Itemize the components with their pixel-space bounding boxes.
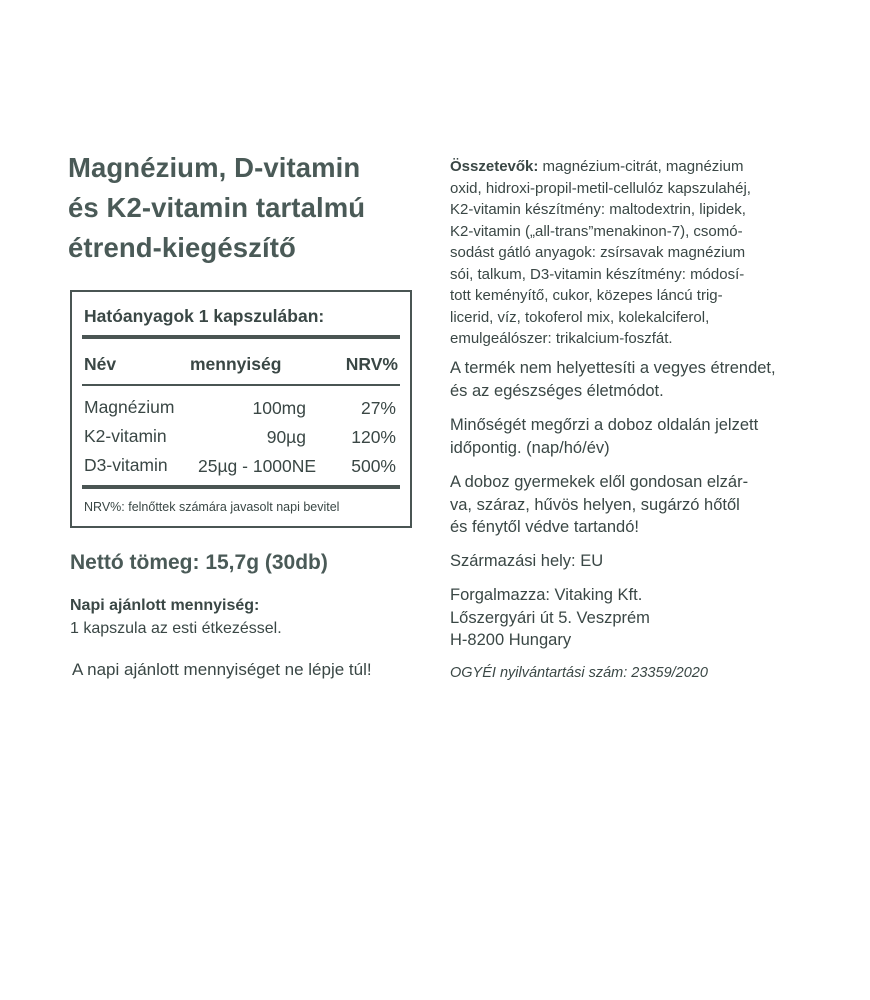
ingredients-line-5: sodást gátló anyagok: zsírsavak magnézium xyxy=(450,244,746,261)
table-divider-header xyxy=(82,384,400,386)
header-amount: mennyiség xyxy=(190,354,282,374)
ingredients-label: Összetevők: xyxy=(450,158,539,175)
active-ingredients-table xyxy=(70,290,412,528)
header-name: Név xyxy=(84,354,117,374)
distributor-line-1: Forgalmazza: Vitaking Kft. xyxy=(450,586,643,604)
row-amount-k2: 90µg xyxy=(266,427,306,447)
row-name-magnesium: Magnézium xyxy=(84,397,175,417)
product-title-line-3: étrend-kiegészítő xyxy=(68,232,296,263)
ingredients-line-3: K2-vitamin készítmény: maltodextrin, lipidek, xyxy=(450,201,746,218)
dose-warning: A napi ajánlott mennyiséget ne lépje túl! xyxy=(72,660,372,679)
product-title-line-1: Magnézium, D-vitamin xyxy=(68,152,361,183)
storage-line-3: és fénytől védve tartandó! xyxy=(450,518,639,536)
storage-line-1: A doboz gyermekek elől gondosan elzár- xyxy=(450,473,749,491)
storage-line-2: va, száraz, hűvös helyen, sugárzó hőtől xyxy=(450,495,740,514)
origin: Származási hely: EU xyxy=(450,552,604,570)
best-before xyxy=(450,414,800,459)
ingredients-line-2: oxid, hidroxi-propil-metil-cellulóz kapszulahéj, xyxy=(450,179,751,197)
ingredients-line-4: K2-vitamin („all-trans”menakinon-7), csomó- xyxy=(450,222,743,240)
ingredients-line-8: licerid, víz, tokoferol mix, kolekalciferol, xyxy=(450,308,710,326)
registration-number: OGYÉI nyilvántartási szám: 23359/2020 xyxy=(450,665,708,681)
daily-dose-value: 1 kapszula az esti étkezéssel. xyxy=(70,620,282,637)
ingredients-line-9: emulgeálószer: trikalcium-foszfát. xyxy=(450,330,673,347)
best-before-line-2: időpontig. (nap/hó/év) xyxy=(450,438,610,457)
product-title xyxy=(68,148,418,268)
ingredients-line-6: sói, talkum, D3-vitamin készítmény: módosí- xyxy=(450,265,745,283)
row-amount-d3: 25µg - 1000NE xyxy=(198,456,317,476)
distributor-line-3: H-8200 Hungary xyxy=(450,631,572,649)
storage-instructions xyxy=(450,471,800,539)
distributor-line-2: Lőszergyári út 5. Veszprém xyxy=(450,608,650,627)
row-nrv-d3: 500% xyxy=(351,456,396,476)
daily-dose-label: Napi ajánlott mennyiség: xyxy=(70,597,260,614)
product-title-line-2: és K2-vitamin tartalmú xyxy=(68,192,366,223)
ingredients-line-1: Összetevők: magnézium-citrát, magnézium xyxy=(450,158,744,175)
best-before-line-1: Minőségét megőrzi a doboz oldalán jelzett xyxy=(450,416,759,434)
row-nrv-magnesium: 27% xyxy=(360,398,396,418)
row-name-k2: K2-vitamin xyxy=(84,426,167,446)
diet-note-line-2: és az egészséges életmódot. xyxy=(450,381,664,400)
row-amount-magnesium: 100mg xyxy=(252,398,306,418)
ingredients-block xyxy=(450,156,800,350)
row-nrv-k2: 120% xyxy=(351,427,396,447)
nrv-footnote: NRV%: felnőttek számára javasolt napi bevitel xyxy=(84,500,340,514)
table-divider-top xyxy=(82,335,400,339)
diet-note-line-1: A termék nem helyettesíti a vegyes étrendet, xyxy=(450,359,776,377)
diet-note xyxy=(450,357,800,402)
row-name-d3: D3-vitamin xyxy=(84,455,168,475)
ingredients-line-7: tott keményítő, cukor, közepes láncú trig- xyxy=(450,287,723,304)
table-divider-bottom xyxy=(82,485,400,489)
net-weight: Nettó tömeg: 15,7g (30db) xyxy=(70,551,328,574)
header-nrv: NRV% xyxy=(345,354,398,374)
distributor xyxy=(450,584,800,652)
table-title: Hatóanyagok 1 kapszulában: xyxy=(84,306,325,326)
